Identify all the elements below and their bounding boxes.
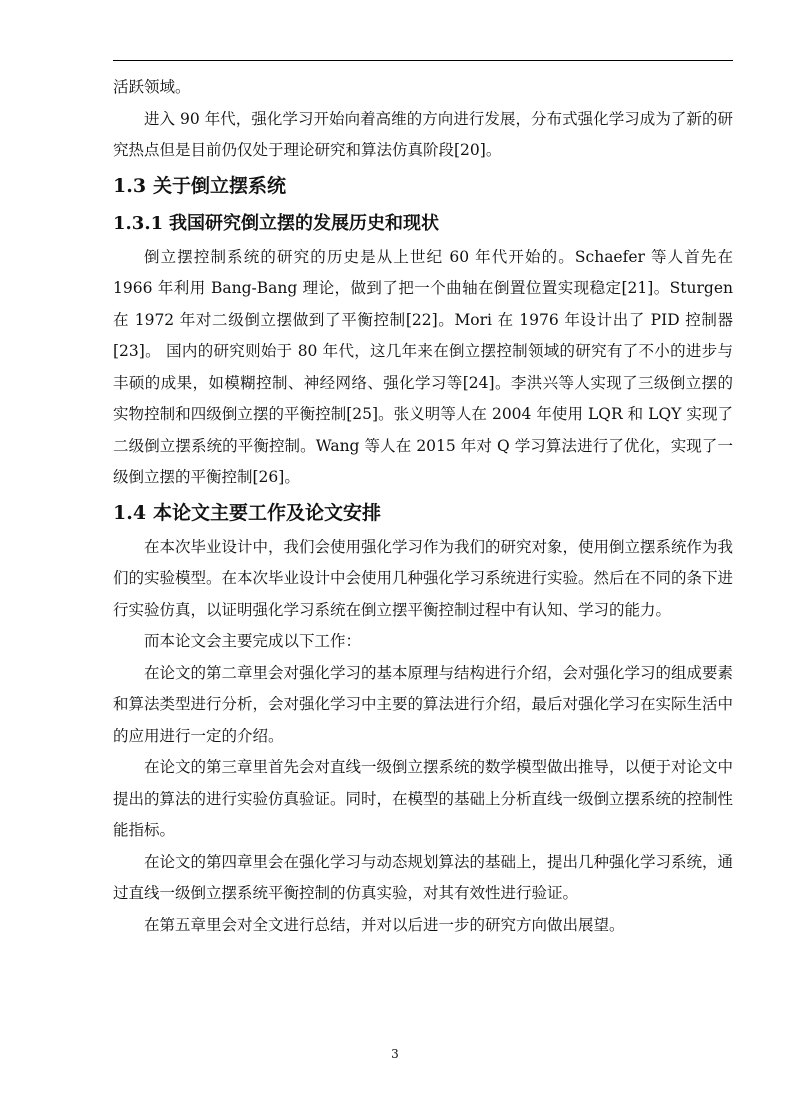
section-title: 本论文主要工作及论文安排: [153, 501, 382, 524]
section-number: 1.4: [113, 501, 147, 524]
paragraph-continuation: 活跃领域。: [113, 78, 191, 96]
page-body: [113, 72, 733, 941]
paragraph-work-intro: 而本论文会主要完成以下工作：: [144, 632, 362, 650]
paragraph-design: 在本次毕业设计中，我们会使用强化学习作为我们的研究对象，使用倒立摆系统作为我们的实验模型。在本次毕业设计中会使用几种强化学习系统进行实验。然后在不同的条下进行实验仿真，以证明强化学习系统在倒立摆平衡控制过程中有认知、学习的能力。: [113, 537, 734, 619]
subsection-title: 我国研究倒立摆的发展历史和现状: [169, 212, 439, 234]
paragraph-chapter-2: 在论文的第二章里会对强化学习的基本原理与结构进行介绍，会对强化学习的组成要素和算法类型进行分析，会对强化学习中主要的算法进行介绍，最后对强化学习在实际生活中的应用进行一定的介绍。: [113, 663, 734, 745]
header-rule: [113, 60, 733, 61]
paragraph-chapter-5: 在第五章里会对全文进行总结，并对以后进一步的研究方向做出展望。: [144, 915, 625, 934]
section-title: 关于倒立摆系统: [153, 174, 287, 197]
section-heading-1-4: [113, 494, 733, 532]
paragraph-history: 倒立摆控制系统的研究的历史是从上世纪 60 年代开始的。Schaefer 等人首先在 1966 年利用 Bang-Bang 理论，做到了把一个曲轴在倒置位置实现稳定[21]。Sturgen 在 1972 年对二级倒立摆做到了平衡控制[22]。Mori 在 1976 年设计出了 PID 控制器[23]。 国内的研究则始于 80 年代，这几年来在倒立摆控制领域的研究有了不小的进步与丰硕的成果，如模糊控制、神经网络、强化学习等[24]。李洪兴等人实现了三级倒立摆的实物控制和四级倒立摆的平衡控制[25]。张义明等人在 2004 年使用 LQR 和 LQY 实现了二级倒立摆系统的平衡控制。Wang 等人在 2015 年对 Q 学习算法进行了优化，实现了一级倒立摆的平衡控制[26]。: [113, 247, 733, 486]
section-number: 1.3: [113, 174, 147, 197]
subsection-number: 1.3.1: [113, 212, 164, 234]
subsection-heading-1-3-1: [113, 205, 733, 242]
page-number: 3: [391, 1047, 399, 1061]
paragraph-chapter-3: 在论文的第三章里首先会对直线一级倒立摆系统的数学模型做出推导，以便于对论文中提出的算法的进行实验仿真验证。同时，在模型的基础上分析直线一级倒立摆系统的控制性能指标。: [113, 758, 734, 839]
section-heading-1-3: [113, 167, 733, 205]
paragraph-90s: 进入 90 年代，强化学习开始向着高维的方向进行发展，分布式强化学习成为了新的研究热点但是目前仍仅处于理论研究和算法仿真阶段[20]。: [113, 109, 733, 159]
paragraph-chapter-4: 在论文的第四章里会在强化学习与动态规划算法的基础上，提出几种强化学习系统，通过直线一级倒立摆系统平衡控制的仿真实验，对其有效性进行验证。: [113, 852, 734, 902]
